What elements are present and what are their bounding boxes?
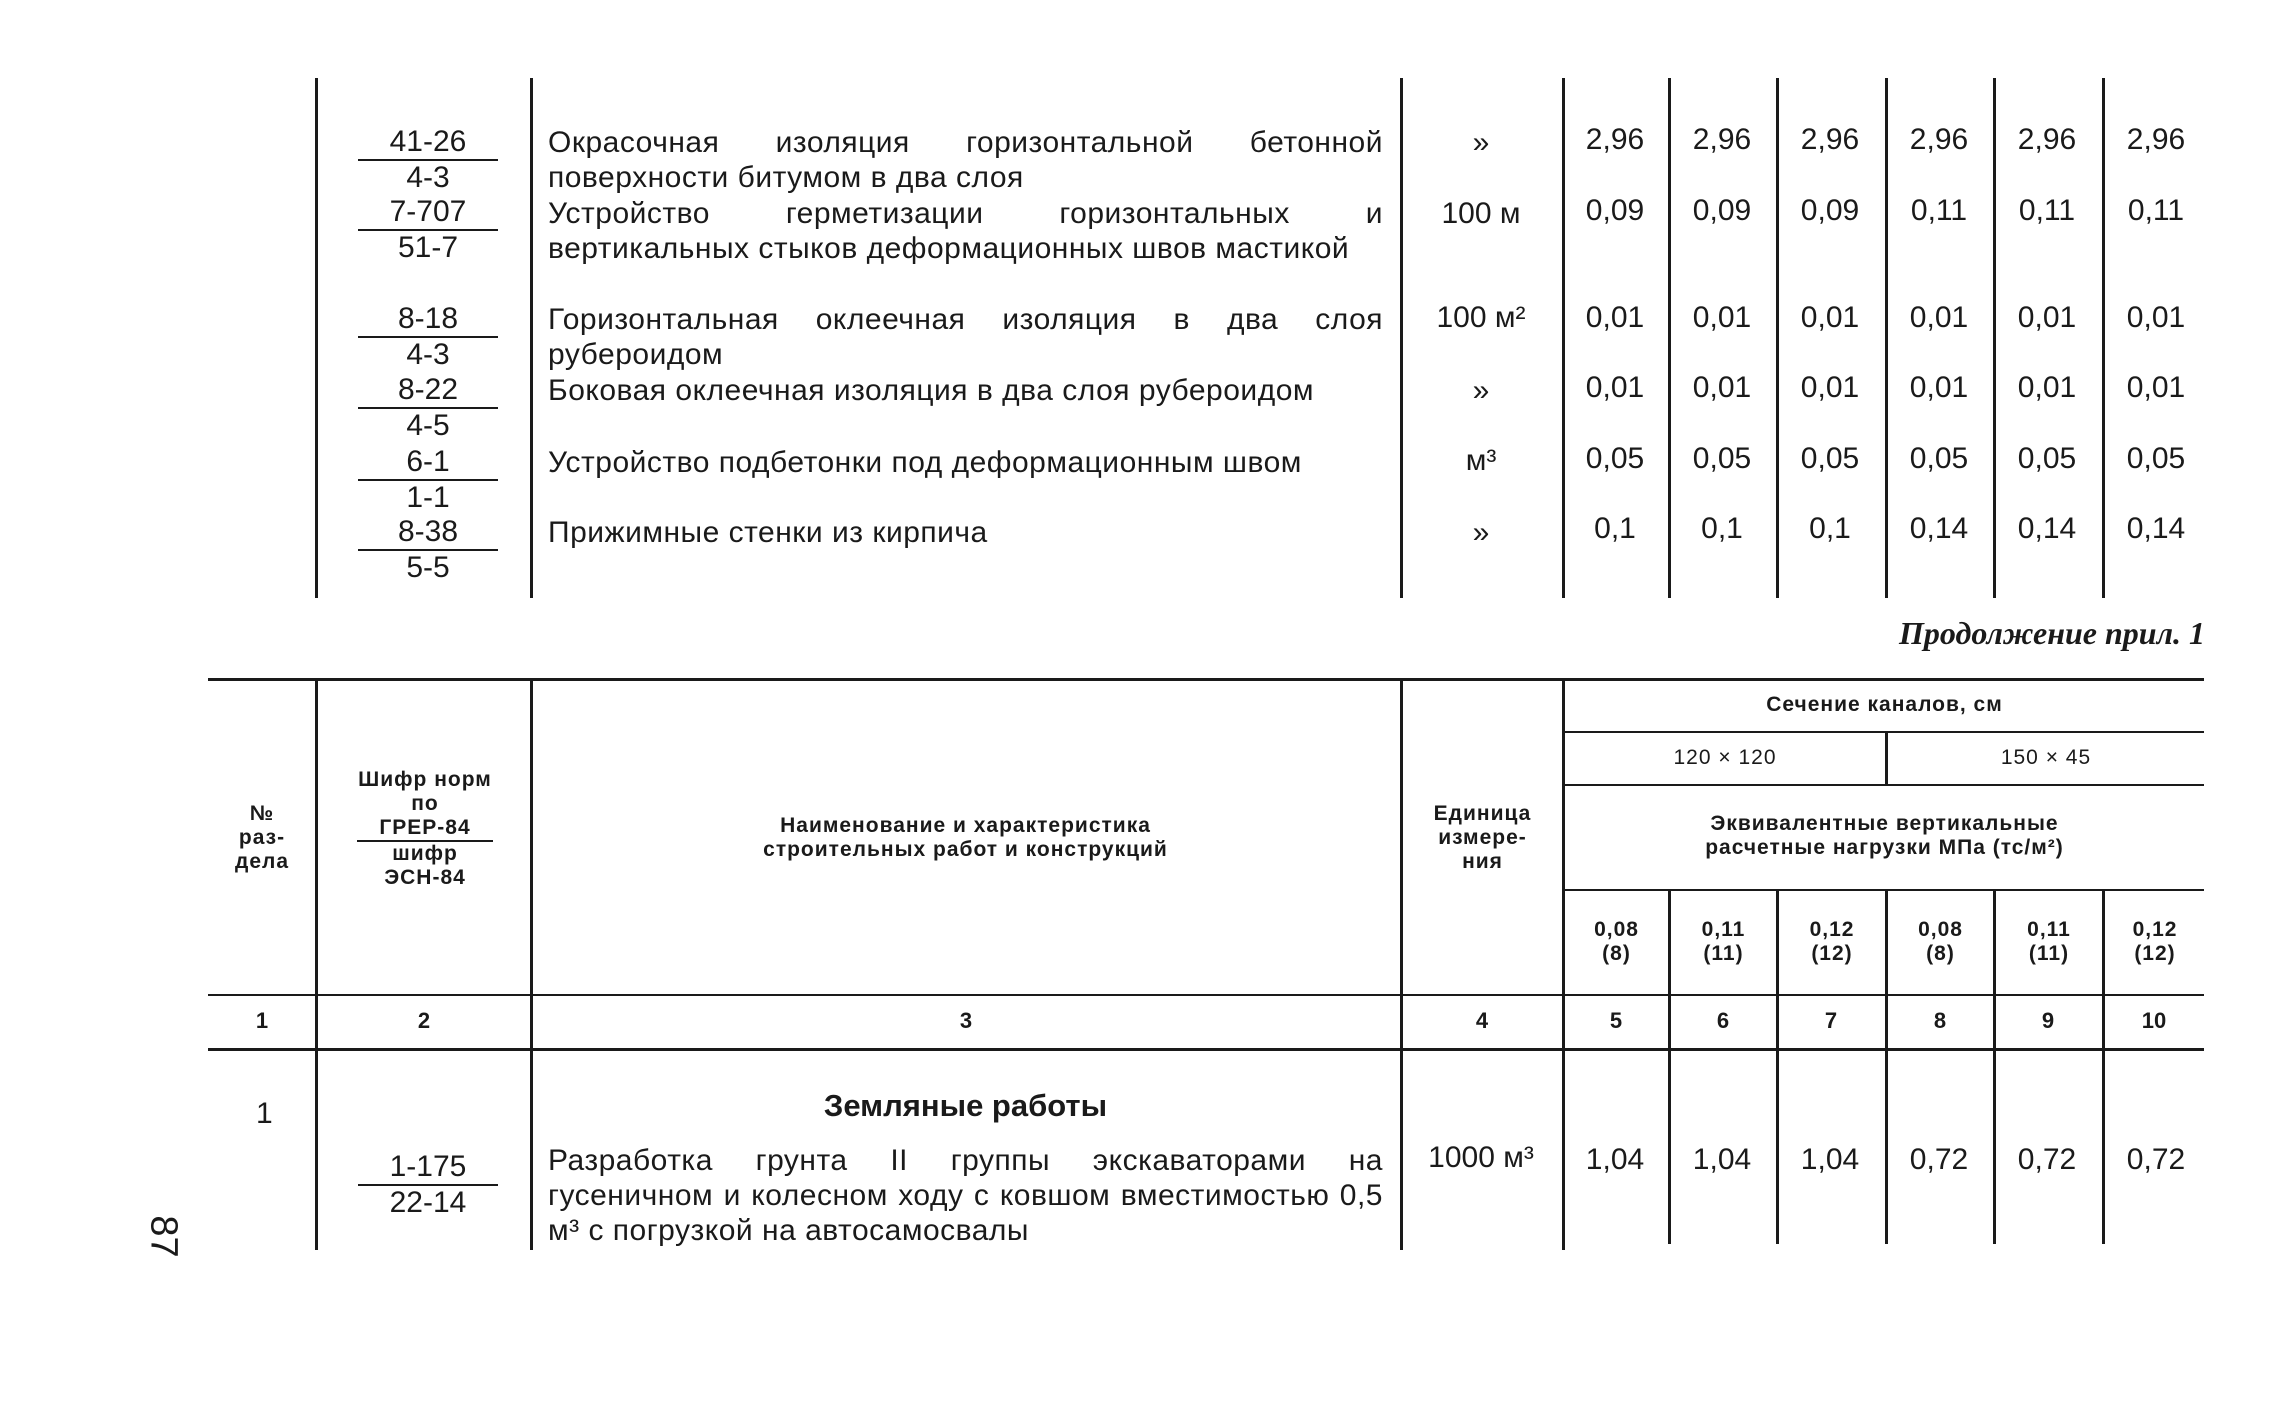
unit: м³	[1465, 444, 1497, 477]
header-load-value	[1779, 918, 1885, 966]
code-numerator: 6-1	[358, 445, 498, 481]
header-loads	[1565, 812, 2204, 860]
code-numerator: 1-175	[358, 1150, 498, 1186]
value-cell: 0,1	[1701, 512, 1743, 545]
header-line: 0,08	[1594, 918, 1639, 941]
header-line: 0,12	[1809, 918, 1855, 941]
header-line: (12)	[1811, 942, 1853, 965]
header-line: 0,11	[2027, 918, 2071, 941]
header-line: ния	[1462, 850, 1503, 873]
vline	[530, 678, 533, 1250]
header-work-name	[548, 814, 1383, 862]
header-line: Шифр норм	[358, 768, 492, 791]
code-denominator: 22-14	[389, 1186, 467, 1219]
column-number: 7	[1824, 1008, 1838, 1033]
header-section-number	[222, 802, 302, 874]
value-cell: 1,04	[1800, 1143, 1860, 1176]
value-cell: 0,01	[2017, 301, 2077, 334]
unit: 100 м	[1441, 197, 1521, 230]
column-number: 2	[417, 1008, 431, 1033]
value-cell: 0,11	[2018, 194, 2076, 227]
section-number: 1	[256, 1097, 273, 1130]
header-line: Единица	[1433, 802, 1532, 825]
value-cell: 0,01	[1800, 371, 1860, 404]
header-line: Наименование и характеристика	[780, 814, 1151, 837]
value-cell: 0,01	[1692, 301, 1752, 334]
code-denominator: 1-1	[406, 481, 450, 514]
header-line: шифр	[392, 842, 458, 865]
header-load-value	[2105, 918, 2205, 966]
vline	[315, 78, 318, 598]
vline	[1993, 78, 1996, 598]
value-cell: 0,11	[2127, 194, 2185, 227]
code-numerator: 8-38	[358, 515, 498, 551]
value-cell: 0,05	[1800, 442, 1860, 475]
page-number: 87	[142, 1215, 185, 1258]
column-number: 4	[1475, 1008, 1489, 1033]
code-numerator: 8-22	[358, 373, 498, 409]
column-number: 5	[1609, 1008, 1623, 1033]
hline	[1562, 889, 2204, 891]
value-cell: 0,05	[1692, 442, 1752, 475]
value-cell: 0,01	[1909, 301, 1969, 334]
unit: 100 м²	[1436, 301, 1526, 334]
unit: »	[1472, 516, 1490, 549]
value-cell: 2,96	[1585, 123, 1645, 156]
vline	[1400, 678, 1403, 1250]
header-line: измере-	[1438, 826, 1527, 849]
header-load-value	[1565, 918, 1668, 966]
vline	[1885, 78, 1888, 598]
unit: »	[1472, 374, 1490, 407]
value-cell: 1,04	[1692, 1143, 1752, 1176]
continuation-title: Продолжение прил. 1	[1899, 615, 2205, 651]
value-cell: 0,01	[1585, 371, 1645, 404]
vline	[2102, 78, 2105, 598]
code-numerator: 8-18	[358, 302, 498, 338]
value-cell: 0,05	[1909, 442, 1969, 475]
header-line: ЭСН-84	[384, 866, 466, 889]
header-line: (8)	[1926, 942, 1955, 965]
column-number: 10	[2141, 1008, 2167, 1033]
value-cell: 2,96	[1692, 123, 1752, 156]
value-cell: 1,04	[1585, 1143, 1645, 1176]
vline	[315, 678, 318, 1250]
header-line: 0,08	[1918, 918, 1963, 941]
norm-code	[358, 515, 498, 585]
value-cell: 0,05	[1585, 442, 1645, 475]
work-description: Устройство герметизации горизонтальных и вертикальных стыков деформационных швов мастикой	[548, 197, 1383, 265]
header-line: по	[411, 792, 439, 815]
hline	[1562, 784, 2204, 786]
code-denominator: 5-5	[406, 551, 450, 584]
norm-code	[358, 195, 498, 265]
value-cell: 2,96	[1800, 123, 1860, 156]
column-number: 8	[1933, 1008, 1947, 1033]
header-unit	[1410, 802, 1555, 874]
value-cell: 0,1	[1594, 512, 1636, 545]
code-denominator: 4-3	[406, 161, 450, 194]
value-cell: 0,01	[2126, 371, 2186, 404]
norm-code	[358, 302, 498, 372]
norm-code	[358, 125, 498, 195]
hline	[208, 994, 2204, 996]
value-cell: 2,96	[2126, 123, 2186, 156]
header-line: 0,11	[1701, 918, 1746, 941]
column-number: 6	[1716, 1008, 1730, 1033]
value-cell: 2,96	[2017, 123, 2077, 156]
work-description: Окрасочная изоляция горизонтальной бетонной поверхности битумом в два слоя	[548, 126, 1383, 194]
value-cell: 0,09	[1585, 194, 1645, 227]
hline	[208, 678, 2204, 681]
work-description: Устройство подбетонки под деформационным швом	[548, 446, 1302, 479]
column-number: 1	[255, 1008, 269, 1033]
header-load-value	[1996, 918, 2102, 966]
value-cell: 0,05	[2126, 442, 2186, 475]
value-cell: 0,01	[1909, 371, 1969, 404]
value-cell: 0,72	[1909, 1143, 1969, 1176]
header-line: строительных работ и конструкций	[763, 838, 1168, 861]
value-cell: 0,14	[2126, 512, 2186, 545]
vline	[1776, 78, 1779, 598]
header-line: дела	[234, 850, 290, 873]
value-cell: 0,09	[1800, 194, 1860, 227]
value-cell: 0,14	[1909, 512, 1969, 545]
code-numerator: 7-707	[358, 195, 498, 231]
vline	[1668, 78, 1671, 598]
header-norm-code	[335, 768, 515, 890]
section-title: Земляные работы	[823, 1088, 1108, 1123]
hline	[1562, 731, 2204, 733]
header-section-150x45: 150 × 45	[2000, 746, 2092, 769]
header-line: Эквивалентные вертикальные	[1710, 812, 2059, 835]
norm-code	[358, 373, 498, 443]
value-cell: 0,72	[2017, 1143, 2077, 1176]
work-description: Разработка грунта II группы экскаваторами на гусеничном и колесном ходу с ковшом вместимостью 0,5 м³ с погрузкой на автосамосвалы	[548, 1144, 1383, 1247]
code-numerator: 41-26	[358, 125, 498, 161]
header-line: ГРЕР-84	[357, 816, 493, 842]
value-cell: 0,11	[1910, 194, 1968, 227]
value-cell: 0,01	[2126, 301, 2186, 334]
value-cell: 0,72	[2126, 1143, 2186, 1176]
header-load-value	[1888, 918, 1993, 966]
value-cell: 2,96	[1909, 123, 1969, 156]
value-cell: 0,05	[2017, 442, 2077, 475]
unit: 1000 м³	[1428, 1141, 1534, 1174]
header-section-120x120: 120 × 120	[1673, 746, 1777, 769]
column-number: 3	[959, 1008, 973, 1033]
header-line: (12)	[2134, 942, 2176, 965]
code-denominator: 51-7	[397, 231, 459, 264]
norm-code	[358, 1150, 498, 1220]
header-line: (11)	[2028, 942, 2070, 965]
work-description: Боковая оклеечная изоляция в два слоя рубероидом	[548, 374, 1315, 407]
header-line: расчетные нагрузки МПа (тс/м²)	[1705, 836, 2064, 859]
value-cell: 0,01	[2017, 371, 2077, 404]
header-line: раз-	[238, 826, 286, 849]
vline	[1400, 78, 1403, 598]
column-number: 9	[2041, 1008, 2055, 1033]
norm-code	[358, 445, 498, 515]
header-load-value	[1671, 918, 1776, 966]
unit: »	[1472, 126, 1490, 159]
vline	[530, 78, 533, 598]
code-denominator: 4-5	[406, 409, 450, 442]
header-line: №	[249, 802, 275, 825]
value-cell: 0,01	[1585, 301, 1645, 334]
header-line: (11)	[1703, 942, 1744, 965]
header-line: (8)	[1602, 942, 1631, 965]
code-denominator: 4-3	[406, 338, 450, 371]
header-channel-section: Сечение каналов, см	[1766, 693, 2003, 716]
work-description: Прижимные стенки из кирпича	[548, 516, 988, 549]
hline	[208, 1048, 2204, 1051]
value-cell: 0,09	[1692, 194, 1752, 227]
value-cell: 0,1	[1809, 512, 1851, 545]
header-line: 0,12	[2132, 918, 2178, 941]
value-cell: 0,14	[2017, 512, 2077, 545]
value-cell: 0,01	[1692, 371, 1752, 404]
work-description: Горизонтальная оклеечная изоляция в два слоя рубероидом	[548, 303, 1383, 371]
value-cell: 0,01	[1800, 301, 1860, 334]
